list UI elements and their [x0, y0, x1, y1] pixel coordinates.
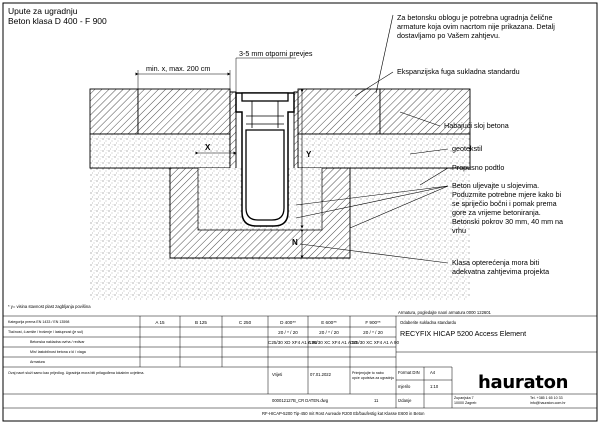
class-a15: A 15	[155, 320, 165, 325]
contact-2: info@hauraton.com.hr	[530, 401, 566, 405]
address-1: Zupanjska 7	[454, 396, 474, 400]
row-2-e600: 20 / * / 20	[319, 330, 339, 335]
disclaimer: Ovaj nacrt služi samo kao prijedlog. Ugradnja mora biti prilagođena lokalnim uvjetima.	[8, 371, 145, 375]
note-expansion-joint: Ekspanzijska fuga sukladna standardu	[397, 67, 520, 76]
format-value: A4	[430, 370, 436, 375]
row-2-f900: 20 / * / 20	[363, 330, 383, 335]
reinforcement-ref: Armatura, pogledajte naori armatura 0000 122601	[398, 310, 491, 315]
cell-d400: C25/30 XD XF4 A1 A 90	[268, 340, 318, 345]
row-4-label: Min/ lastobilnost betona z kl / vlaga	[30, 350, 86, 354]
drawn-by: Vrijeti	[272, 372, 283, 377]
contact-1: Tel. +385 1 65 10 33	[530, 396, 563, 400]
footnote: * y= visina stavnost plast zagbljanja povišina	[8, 304, 91, 309]
class-c250: C 250	[238, 320, 252, 325]
title-line-1: Upute za ugradnju	[8, 6, 78, 16]
class-e600: E 600**	[321, 320, 337, 325]
cell-e600: C25/30 XC XF4 A1 A 90	[308, 340, 358, 345]
note-subsoil: Propusno podtlo	[452, 163, 505, 172]
row-2-label: Tlačnost, č.amšte / trošenje / lastupnost (je sul)	[8, 330, 84, 334]
row-2-d400: 20 / * / 20	[278, 330, 298, 335]
dim-x: X	[205, 143, 211, 152]
cell-f900: C25/30 XC XF4 A1 A 90	[350, 340, 400, 345]
dim-gap: 3-5 mm otporni prevjes	[239, 49, 313, 58]
footer-description: RF-HICAP-5200 Tip-450 mit Rost Aureade R200 Eb/baufestig kat Klasse E600 in Beton	[262, 411, 425, 416]
class-f900: F 900**	[365, 320, 381, 325]
class-b125: B 125	[194, 320, 207, 325]
dim-min-x: min. x, max. 200 cm	[146, 64, 211, 73]
sheet-number: 11	[374, 398, 379, 403]
dim-y: Y	[306, 150, 312, 159]
note-wearing-course: Habajući sloj betona	[444, 121, 509, 130]
product-name: RECYFIX HICAP 5200 Access Element	[400, 329, 527, 338]
title-line-2: Beton klasa D 400 - F 900	[8, 16, 107, 26]
drawing-date: 07.01.2022	[310, 372, 331, 377]
class-d400: D 400**	[280, 320, 296, 325]
drawing-number: 000012127B_CR DATEN.dwg	[272, 398, 329, 403]
row-5-label: Armatura	[30, 360, 45, 364]
note-geotextile: geotekstil	[452, 144, 483, 153]
hauraton-logo: hauraton	[478, 372, 569, 393]
scale-value: 1:10	[430, 384, 439, 389]
prim-2: opće uputstva za ugradnju	[352, 376, 395, 380]
scale-label: mjerilo	[398, 384, 411, 389]
row-3-label: Betonska nakladna ovrha / redivar	[30, 340, 85, 344]
address-2: 10000 Zagreb	[454, 401, 477, 405]
format-label: Format DIN	[398, 370, 420, 375]
product-label: Odaberite sukladna standardu	[400, 320, 457, 325]
revision-label: Izdanje	[398, 398, 412, 403]
prim-1: Primjenjujte to nabo	[352, 371, 384, 375]
table-header-left: Kategorija prema EN 1433 / EN 13598	[8, 320, 70, 324]
dim-n: N	[292, 238, 298, 247]
